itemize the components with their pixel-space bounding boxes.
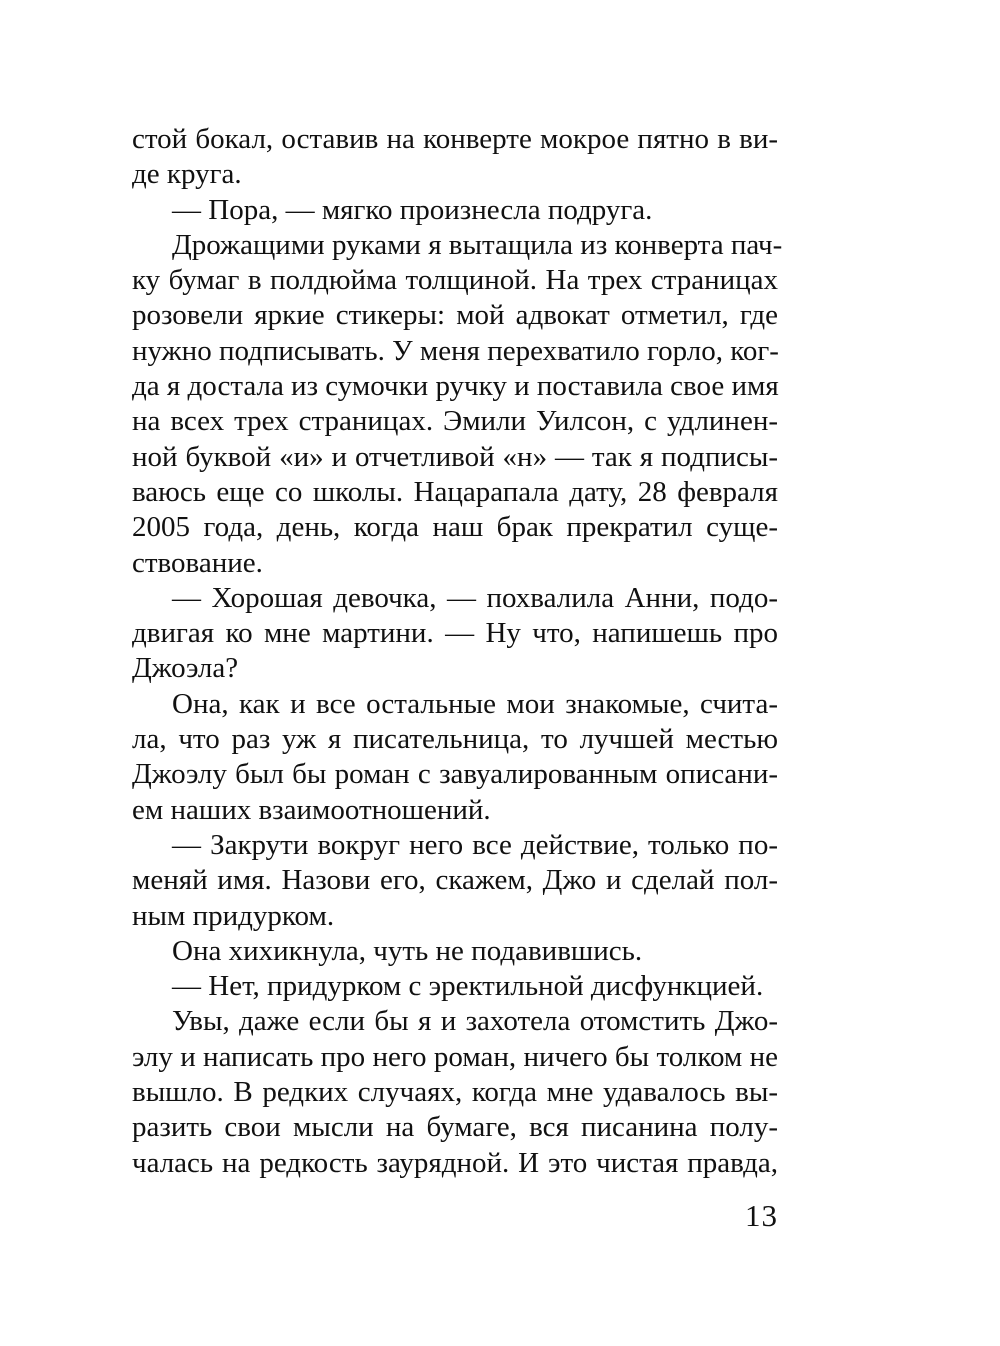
text-line: ным придурком. — [132, 899, 335, 932]
text-line: да я достала из сумочки ручку и поставила свое имя — [132, 370, 779, 403]
text-line: чалась на редкость заурядной. И это чистая правда, — [132, 1146, 778, 1179]
text-line: двигая ко мне мартини. — Ну что, напишешь про — [132, 617, 778, 650]
text-line: ку бумаг в полдюйма толщиной. На трех страницах — [132, 264, 778, 297]
text-line: Джоэлу был бы роман с завуалированным описани- — [132, 758, 778, 791]
text-line: — Закрути вокруг него все действие, только по- — [172, 828, 778, 861]
text-line: ла, что раз уж я писательница, то лучшей местью — [132, 723, 778, 756]
text-line: ствование. — [132, 546, 263, 579]
text-line: Увы, даже если бы я и захотела отомстить Джо- — [172, 1005, 778, 1038]
text-line: ем наших взаимоотношений. — [132, 793, 491, 826]
text-line: — Нет, придурком с эректильной дисфункцией. — [172, 970, 764, 1003]
text-line: — Хорошая девочка, — похвалила Анни, подо- — [172, 581, 778, 614]
text-line: Джоэла? — [132, 652, 239, 685]
text-line: элу и написать про него роман, ничего бы толком не — [132, 1040, 778, 1073]
text-line: Она, как и все остальные мои знакомые, счита- — [172, 687, 778, 720]
text-line: Дрожащими руками я вытащила из конверта пач- — [172, 228, 783, 261]
text-line: розовели яркие стикеры: мой адвокат отметил, где — [132, 299, 778, 332]
text-line: ваюсь еще со школы. Нацарапала дату, 28 февраля — [132, 475, 778, 508]
text-line: Она хихикнула, чуть не подавившись. — [172, 934, 643, 967]
text-line: 2005 года, день, когда наш брак прекратил суще- — [132, 511, 778, 544]
text-line: ной буквой «и» и отчетливой «н» — так я подписы- — [132, 440, 778, 473]
body-text — [132, 122, 783, 1181]
text-line: — Пора, — мягко произнесла подруга. — [172, 193, 653, 226]
text-line: вышло. В редких случаях, когда мне удавалось вы- — [132, 1076, 778, 1109]
page-number: 13 — [745, 1198, 778, 1233]
text-line: стой бокал, оставив на конверте мокрое пятно в ви- — [132, 123, 778, 155]
text-line: нужно подписывать. У меня перехватило горло, ког- — [132, 334, 779, 367]
text-line: разить свои мысли на бумаге, вся писанина полу- — [132, 1111, 778, 1144]
text-line: де круга. — [132, 158, 242, 191]
text-line: на всех трех страницах. Эмили Уилсон, с удлинен- — [132, 405, 778, 438]
text-line: меняй имя. Назови его, скажем, Джо и сделай пол- — [132, 864, 778, 897]
